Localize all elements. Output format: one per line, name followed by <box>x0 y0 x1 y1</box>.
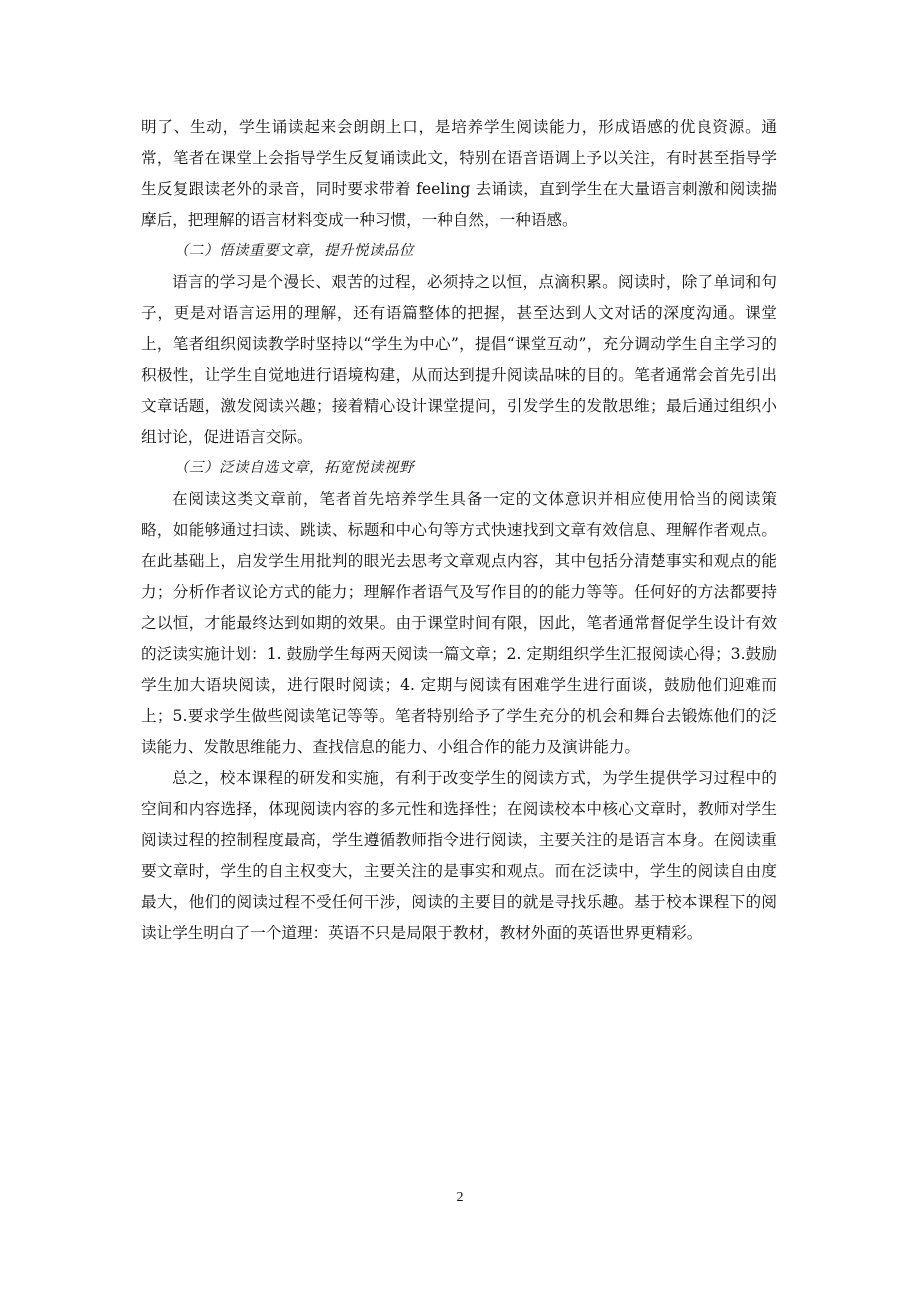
paragraph-section-2: 语言的学习是个漫长、艰苦的过程，必须持之以恒，点滴积累。阅读时，除了单词和句子，更是对语言运用的理解，还有语篇整体的把握，甚至达到人文对话的深度沟通。课堂上，笔者组织阅读教学时坚持以“学生为中心”，提倡“课堂互动”，充分调动学生自主学习的积极性，让学生自觉地进行语境构建，从而达到提升阅读品味的目的。笔者通常会首先引出文章话题，激发阅读兴趣；接着精心设计课堂提问，引发学生的发散思维；最后通过组织小组讨论，促进语言交际。 <box>141 273 777 446</box>
paragraph-conclusion: 总之，校本课程的研发和实施，有利于改变学生的阅读方式，为学生提供学习过程中的空间和内容选择，体现阅读内容的多元性和选择性；在阅读校本中核心文章时，教师对学生阅读过程的控制程度最高，学生遵循教师指令进行阅读，主要关注的是语言本身。在阅读重要文章时，学生的自主权变大，主要关注的是事实和观点。而在泛读中，学生的阅读自由度最大，他们的阅读过程不受任何干涉，阅读的主要目的就是寻找乐趣。基于校本课程下的阅读让学生明白了一个道理：英语不只是局限于教材，教材外面的英语世界更精彩。 <box>141 769 777 942</box>
paragraph-section-3: 在阅读这类文章前，笔者首先培养学生具备一定的文体意识并相应使用恰当的阅读策略，如能够通过扫读、跳读、标题和中心句等方式快速找到文章有效信息、理解作者观点。在此基础上，启发学生用批判的眼光去思考文章观点内容，其中包括分清楚事实和观点的能力；分析作者议论方式的能力；理解作者语气及写作目的的能力等等。任何好的方法都要持之以恒，才能最终达到如期的效果。由于课堂时间有限，因此，笔者通常督促学生设计有效的泛读实施计划：1. 鼓励学生每两天阅读一篇文章；2. 定期组织学生汇报阅读心得；3.鼓励学生加大语块阅读，进行限时阅读；4. 定期与阅读有困难学生进行面谈，鼓励他们迎难而上；5.要求学生做些阅读笔记等等。笔者特别给予了学生充分的机会和舞台去锻炼他们的泛读能力、发散思维能力、查找信息的能力、小组合作的能力及演讲能力。 <box>141 490 777 756</box>
page-number: 2 <box>456 1190 464 1205</box>
section-heading-3: （三）泛读自选文章，拓宽悦读视野 <box>174 460 414 476</box>
section-heading-2: （二）悟读重要文章，提升悦读品位 <box>174 243 414 259</box>
paragraph-continuation: 明了、生动，学生诵读起来会朗朗上口，是培养学生阅读能力，形成语感的优良资源。通常，笔者在课堂上会指导学生反复诵读此文，特别在语音语调上予以关注，有时甚至指导学生反复跟读老外的录音，同时要求带着 feeling 去诵读，直到学生在大量语言刺激和阅读揣摩后，把理解的语言材料变成一种习惯，一种自然，一种语感。 <box>141 118 777 229</box>
document-body <box>141 112 777 949</box>
